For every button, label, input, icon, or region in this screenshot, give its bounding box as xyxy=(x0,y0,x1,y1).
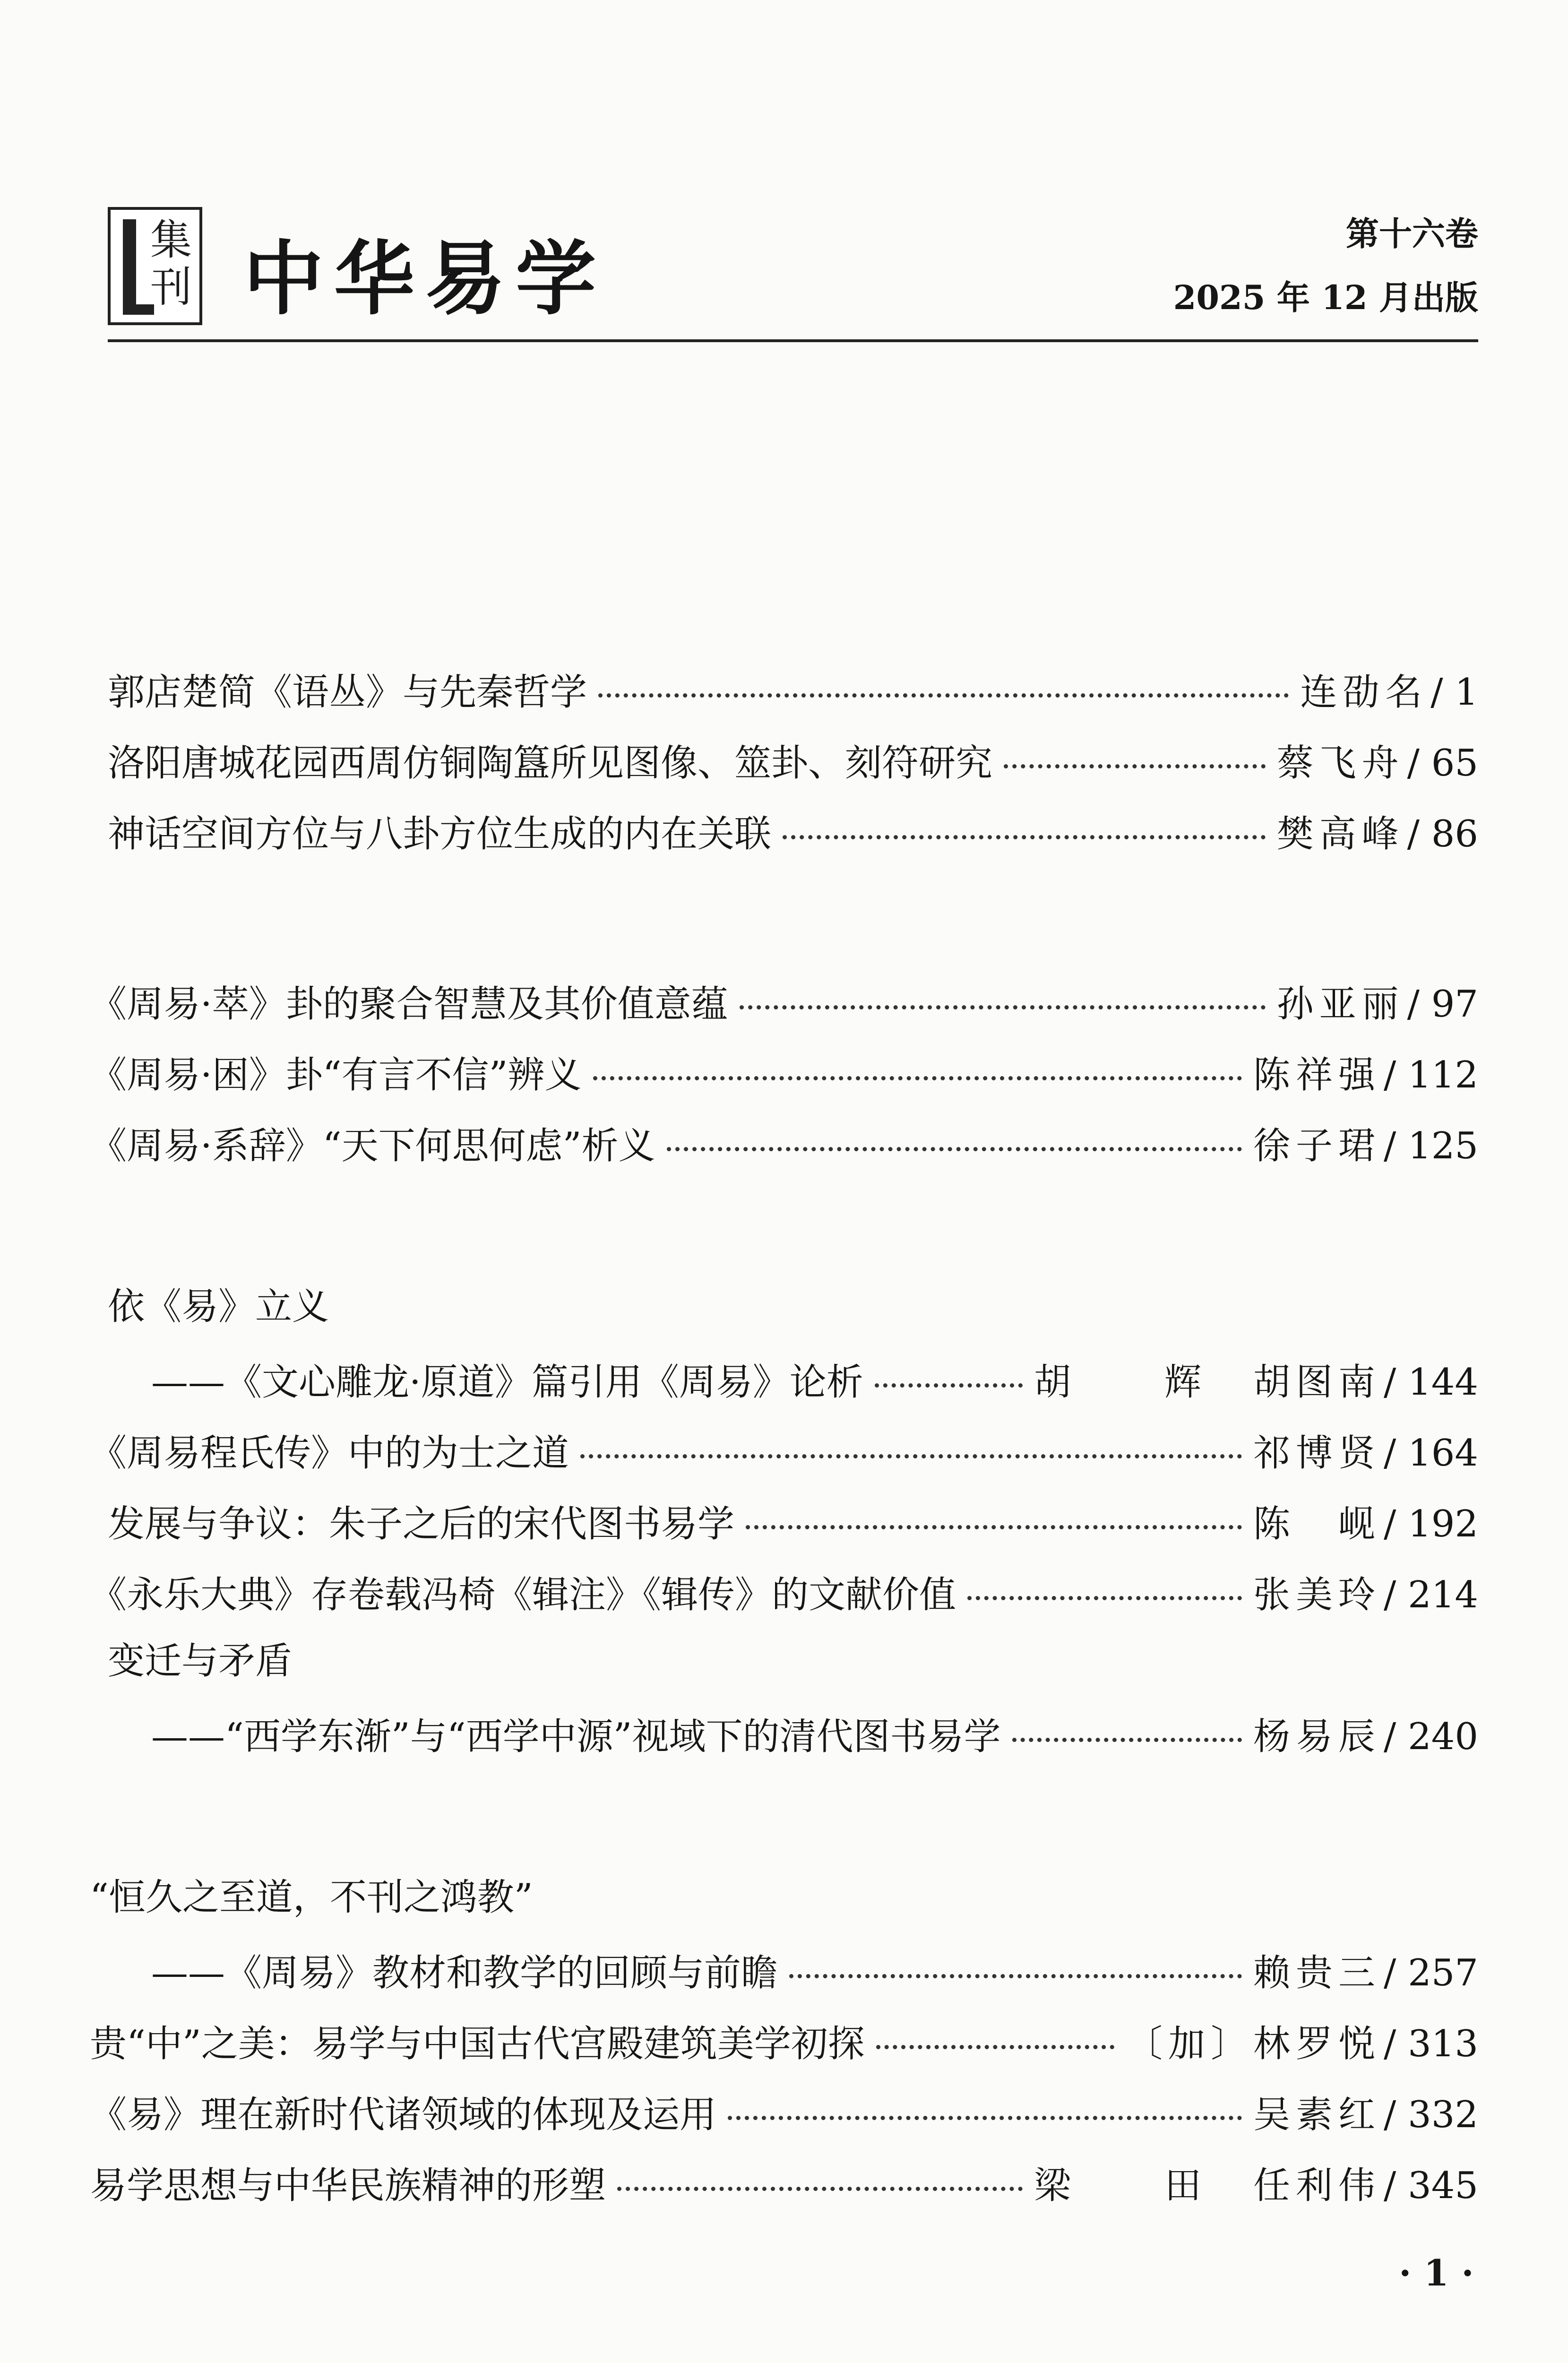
entry-author: 任利伟 xyxy=(1253,2165,1381,2207)
toc-entry[interactable] xyxy=(90,2018,1478,2070)
entry-author: 连劭名 xyxy=(1300,671,1428,714)
entry-page: / 1 xyxy=(1430,671,1478,714)
entry-title: 《周易程氏传》中的为士之道 xyxy=(90,1432,569,1475)
leader-dots xyxy=(593,1076,1242,1080)
entry-page: / 313 xyxy=(1384,2023,1478,2065)
entry-author: 樊高峰 xyxy=(1276,813,1404,855)
entry-page: / 65 xyxy=(1407,742,1478,785)
entry-title: 易学思想与中华民族精神的形塑 xyxy=(90,2165,606,2207)
entry-title[interactable]: 依《易》立义 xyxy=(108,1285,329,1328)
entry-title[interactable]: 变迁与矛盾 xyxy=(108,1640,293,1682)
entry-author: 杨易辰 xyxy=(1253,1716,1381,1758)
entry-title: 《周易·困》卦“有言不信”辨义 xyxy=(90,1054,582,1096)
toc-entry[interactable] xyxy=(151,1711,1478,1763)
entry-page: / 86 xyxy=(1407,813,1478,855)
leader-dots xyxy=(580,1454,1242,1458)
entry-author: 吴素红 xyxy=(1253,2094,1381,2136)
toc-entry[interactable] xyxy=(90,2160,1478,2212)
entry-coauthor: 梁 田 xyxy=(1034,2165,1230,2207)
toc-entry[interactable] xyxy=(151,1947,1478,1999)
entry-page: / 240 xyxy=(1384,1716,1478,1758)
entry-page: / 332 xyxy=(1384,2094,1478,2136)
toc-entry[interactable] xyxy=(90,1120,1478,1172)
toc-entry[interactable] xyxy=(108,808,1478,860)
leader-dots xyxy=(789,1974,1242,1978)
journal-title: 中华易学 xyxy=(243,232,607,326)
logo-char-1: 集 xyxy=(150,216,192,264)
leader-dots xyxy=(876,2045,1114,2049)
entry-page: / 125 xyxy=(1384,1125,1478,1167)
entry-page: / 257 xyxy=(1384,1952,1478,1994)
toc-entry[interactable] xyxy=(90,2089,1478,2141)
entry-title: 《周易·系辞》“天下何思何虑”析义 xyxy=(90,1125,655,1167)
toc-entry[interactable] xyxy=(108,666,1478,718)
leader-dots xyxy=(598,693,1289,698)
entry-page: / 345 xyxy=(1384,2165,1478,2207)
leader-dots xyxy=(728,2116,1242,2120)
leader-dots xyxy=(667,1147,1242,1151)
entry-title: 贵“中”之美：易学与中国古代宫殿建筑美学初探 xyxy=(90,2023,865,2065)
toc-entry[interactable] xyxy=(108,737,1478,789)
entry-author: 陈 岘 xyxy=(1253,1503,1381,1545)
leader-dots xyxy=(1004,764,1266,768)
leader-dots xyxy=(1012,1738,1242,1742)
leader-dots xyxy=(875,1383,1023,1388)
toc-entry[interactable] xyxy=(90,1049,1478,1101)
leader-dots xyxy=(740,1005,1266,1009)
leader-dots xyxy=(746,1525,1242,1529)
volume-label: 第十六卷 xyxy=(1346,214,1478,253)
entry-title: 神话空间方位与八卦方位生成的内在关联 xyxy=(108,813,772,855)
toc-entry[interactable] xyxy=(108,1498,1478,1550)
page-number: · 1 · xyxy=(1399,2252,1474,2294)
entry-author: 赖贵三 xyxy=(1253,1952,1381,1994)
entry-page: / 144 xyxy=(1384,1361,1478,1404)
entry-author-prefix: 〔加〕 xyxy=(1126,2023,1254,2065)
publication-date: 2025 年 12 月出版 xyxy=(1173,278,1478,317)
toc-entry[interactable] xyxy=(90,1427,1478,1479)
entry-author: 胡图南 xyxy=(1253,1361,1381,1404)
entry-author: 孙亚丽 xyxy=(1276,983,1404,1026)
entry-subtitle: ——《文心雕龙·原道》篇引用《周易》论析 xyxy=(151,1361,863,1404)
entry-title: 郭店楚简《语丛》与先秦哲学 xyxy=(108,671,587,714)
toc-entry[interactable] xyxy=(151,1356,1478,1408)
entry-title: 《易》理在新时代诸领域的体现及运用 xyxy=(90,2094,717,2136)
entry-title[interactable]: “恒久之至道，不刊之鸿教” xyxy=(90,1876,533,1919)
entry-title: 洛阳唐城花园西周仿铜陶簋所见图像、筮卦、刻符研究 xyxy=(108,742,993,785)
toc-entry[interactable] xyxy=(90,1569,1478,1621)
entry-page: / 164 xyxy=(1384,1432,1478,1475)
entry-page: / 192 xyxy=(1384,1503,1478,1545)
toc-entry[interactable] xyxy=(90,978,1478,1030)
entry-title: 《永乐大典》存卷载冯椅《辑注》《辑传》的文献价值 xyxy=(90,1574,956,1616)
entry-author: 祁博贤 xyxy=(1253,1432,1381,1475)
leader-dots xyxy=(967,1596,1242,1600)
entry-author: 徐子珺 xyxy=(1253,1125,1381,1167)
entry-page: / 214 xyxy=(1384,1574,1478,1616)
entry-subtitle: ——《周易》教材和教学的回顾与前瞻 xyxy=(151,1952,778,1994)
logo-char-2: 刊 xyxy=(150,263,192,311)
entry-page: / 112 xyxy=(1384,1054,1478,1096)
entry-author: 陈祥强 xyxy=(1253,1054,1381,1096)
entry-author: 蔡飞舟 xyxy=(1276,742,1404,785)
entry-author: 张美玲 xyxy=(1253,1574,1381,1616)
entry-page: / 97 xyxy=(1407,983,1478,1026)
entry-coauthor: 胡 辉 xyxy=(1034,1361,1230,1404)
entry-author: 林罗悦 xyxy=(1253,2023,1381,2065)
entry-title: 《周易·萃》卦的聚合智慧及其价值意蕴 xyxy=(90,983,728,1026)
entry-title: 发展与争议：朱子之后的宋代图书易学 xyxy=(108,1503,735,1545)
entry-subtitle: ——“西学东渐”与“西学中源”视域下的清代图书易学 xyxy=(151,1716,1001,1758)
leader-dots xyxy=(783,835,1266,839)
leader-dots xyxy=(617,2187,1023,2191)
